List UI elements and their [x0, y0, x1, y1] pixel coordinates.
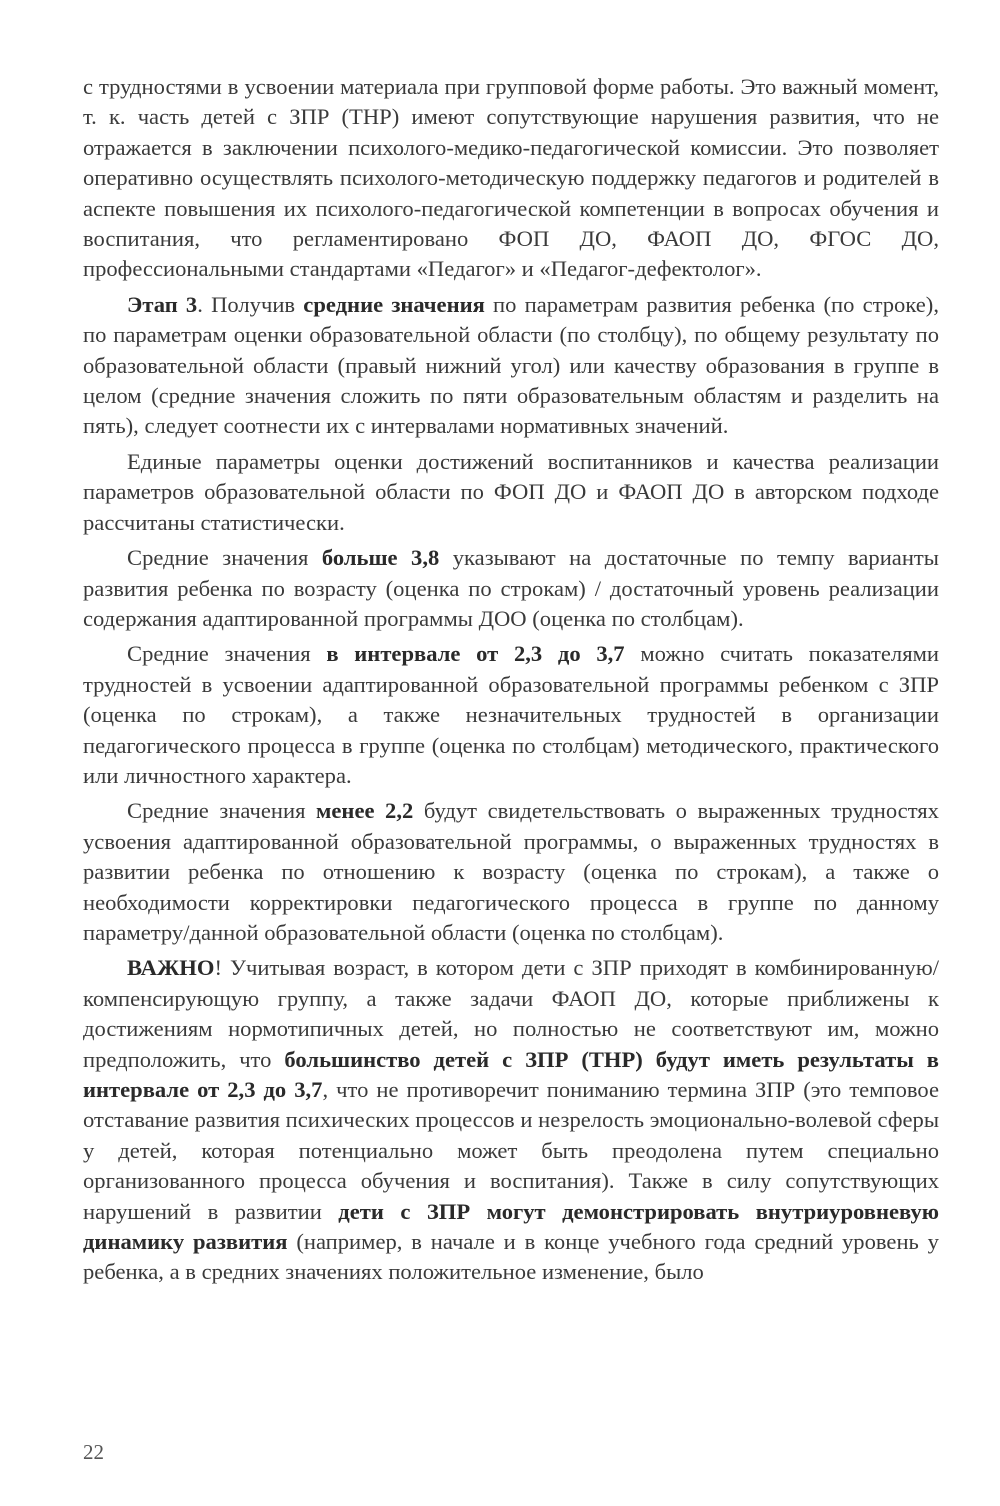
body-text: по параметрам развития ребенка (по строке), по параметрам оценки образовательной области (по столбцу), по общему результату по образовательной области (правый нижний угол) или качеству образования в группе в целом (средние значения сложить по пяти образовательным областям и разделить на пять), следует соотнести их с интервалами нормативных значений.: [83, 291, 939, 439]
body-text: , что не противоречит пониманию термина ЗПР (это темповое отставание развития психических процессов и незрелость эмоционально-волевой сферы у детей, которая потенциально может быть преодолена путем специально организованного процесса обучения и воспитания). Также в силу сопутствующих нарушений в развитии: [83, 1077, 939, 1224]
body-text: Единые параметры оценки достижений воспитанников и качества реализации параметров образовательной области по ФОП ДО и ФАОП ДО в авторском подходе рассчитаны статистически.: [83, 448, 939, 535]
emphasis-text: средние значения: [303, 291, 485, 317]
page-number: 22: [83, 1440, 104, 1464]
paragraph-stage-3: [83, 290, 939, 442]
paragraph-below-2-2: [83, 796, 939, 948]
body-text: Средние значения: [127, 798, 317, 824]
paragraph-important: [83, 953, 939, 1287]
body-text: ! Учитывая возраст, в котором дети с ЗПР приходят в комбинированную/компенсирующую группу, а также задачи ФАОП ДО, которые приближены к достижениям нормотипичных детей, но полностью не соответствуют им, можно предположить, что: [83, 955, 939, 1072]
paragraph-interval-2-3-3-7: [83, 639, 939, 791]
paragraph-above-3-8: [83, 543, 939, 634]
body-text: будут свидетельствовать о выраженных трудностях усвоения адаптированной образовательной программы, о выраженных трудностях в развитии ребенка по отношению к возрасту (оценка по строкам), а также о необходимости корректировки педагогического процесса в группе по данному параметру/данной образовательной области (оценка по столбцам).: [83, 798, 939, 945]
body-text: с трудностями в усвоении материала при групповой форме работы. Это важный момент, т. к. часть детей с ЗПР (ТНР) имеют сопутствующие нарушения развития, что не отражается в заключении психолого-медико-педагогической комиссии. Это позволяет оперативно осуществлять психолого-методическую поддержку педагогов и родителей в аспекте повышения их психолого-педагогической компетенции в вопросах обучения и воспитания, что регламентировано ФОП ДО, ФАОП ДО, ФГОС ДО, профессиональными стандартами «Педагог» и «Педагог-дефектолог».: [83, 74, 939, 282]
emphasis-text: дети с ЗПР могут демонстрировать внутриуровневую динамику развития: [83, 1198, 940, 1255]
body-text: Средние значения: [127, 545, 322, 571]
paragraph: [83, 447, 939, 538]
body-text: (например, в начале и в конце учебного года средний уровень у ребенка, а в средних значениях положительное изменение, было: [83, 1229, 939, 1285]
paragraph: [83, 72, 939, 285]
emphasis-text: менее 2,2: [316, 798, 414, 824]
emphasis-text: Этап 3: [127, 291, 198, 317]
body-text: указывают на достаточные по темпу варианты развития ребенка по возрасту (оценка по строкам) / достаточный уровень реализации содержания адаптированной программы ДОО (оценка по столбцам).: [83, 545, 939, 631]
emphasis-text: больше 3,8: [321, 545, 440, 571]
emphasis-text: в интервале от 2,3 до 3,7: [326, 641, 625, 667]
body-text: Средние значения: [127, 641, 327, 667]
body-text: можно считать показателями трудностей в усвоении адаптированной образовательной программы ребенком с ЗПР (оценка по строкам), а также незначительных трудностей в организации педагогического процесса в группе (оценка по столбцам) методического, практического или личностного характера.: [83, 641, 939, 788]
emphasis-text: ВАЖНО: [127, 955, 215, 981]
body-text: . Получив: [197, 291, 304, 317]
page-body: [83, 72, 939, 1288]
emphasis-text: большинство детей с ЗПР (ТНР) будут иметь результаты в интервале от 2,3 до 3,7: [83, 1046, 939, 1102]
